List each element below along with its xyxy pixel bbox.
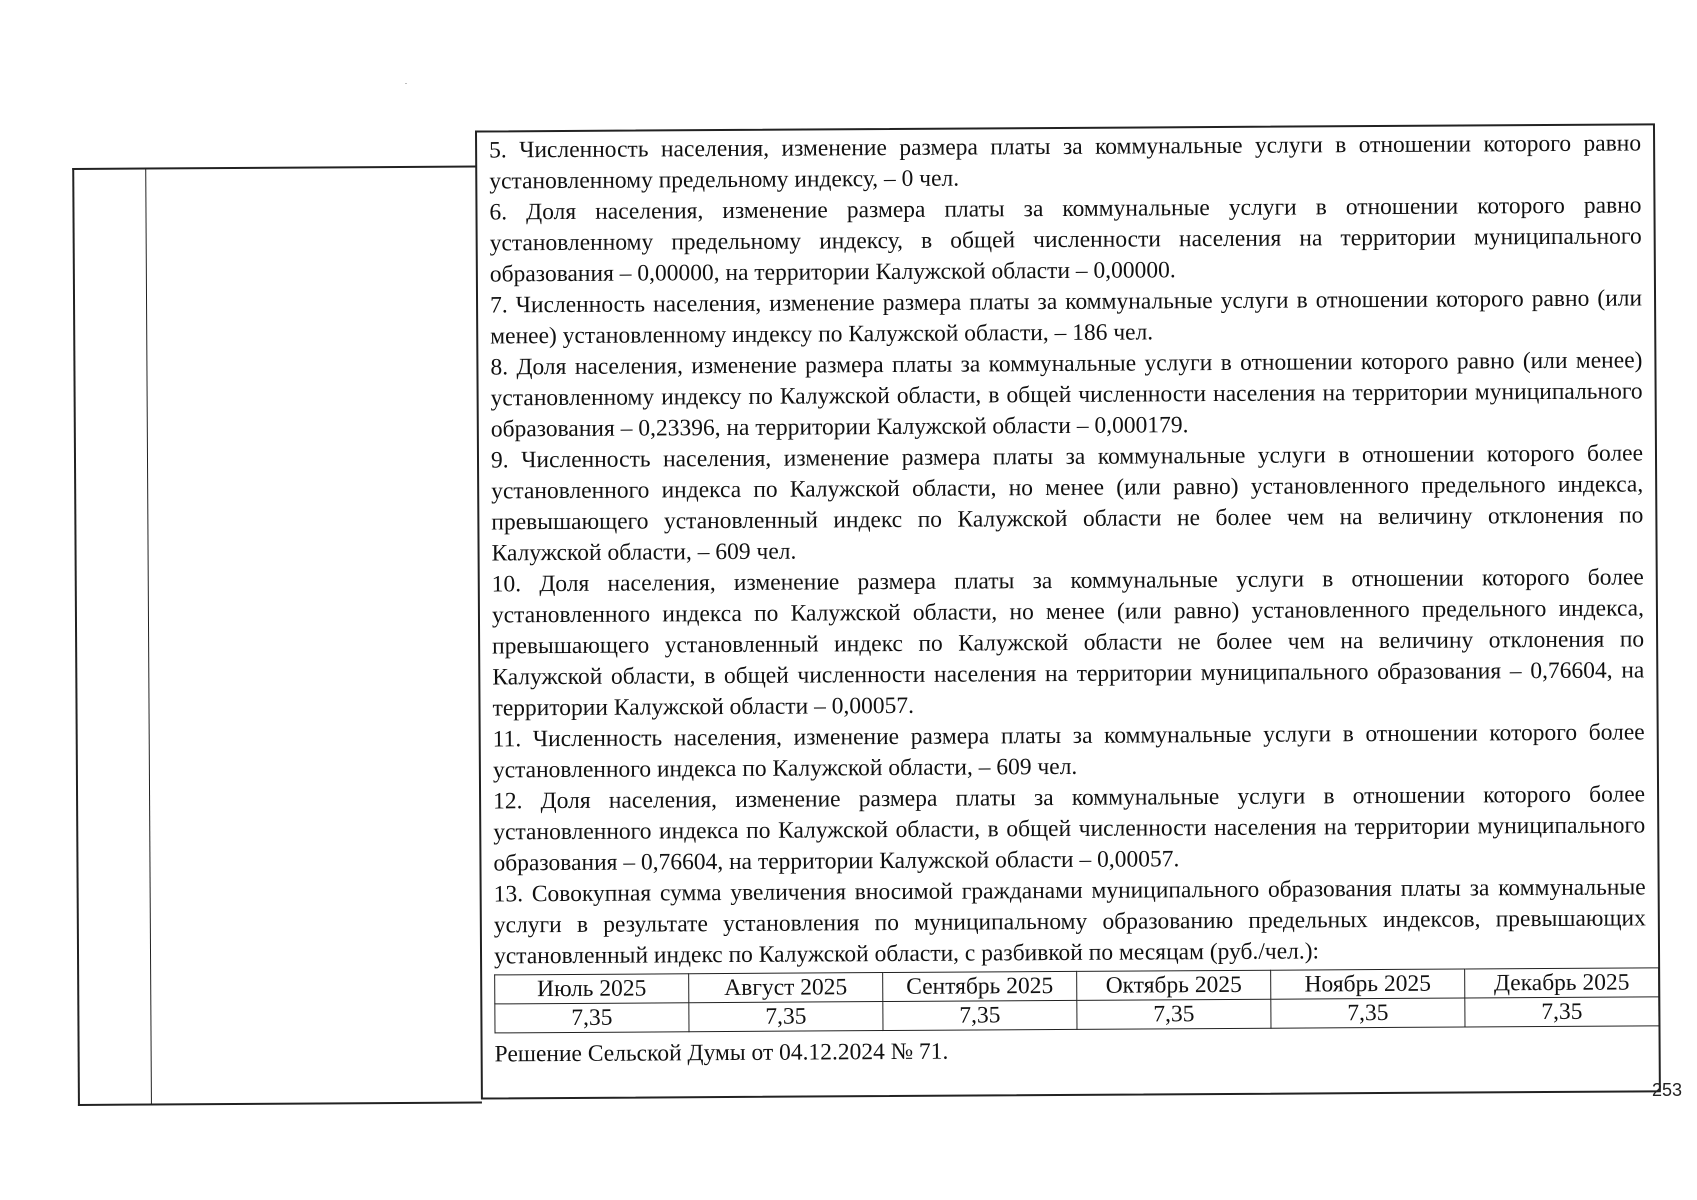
month-value: 7,35 <box>883 1000 1077 1030</box>
scan-artifact <box>405 83 407 84</box>
month-header: Октябрь 2025 <box>1077 970 1271 1000</box>
paragraph-12: 12. Доля населения, изменение размера платы за коммунальные услуги в отношении которого более установленного индекса по Калужской области, в общей численности населения на территории муниципального образования – 0,76604, на территории Калужской области – 0,00057. <box>493 781 1646 877</box>
monthly-amount-table <box>494 967 1659 1033</box>
month-header: Август 2025 <box>689 973 883 1003</box>
paragraph-6: 6. Доля населения, изменение размера платы за коммунальные услуги в отношении которого равно установленному предельному индексу, в общей численности населения на территории муниципального образования – 0,00000, на территории Калужской области – 0,00000. <box>489 192 1642 288</box>
month-value: 7,35 <box>1465 997 1659 1027</box>
paragraph-9: 9. Численность населения, изменение размера платы за коммунальные услуги в отношении которого более установленного индекса по Калужской области, но менее (или равно) установленного предельного индекса, превышающего установленный индекс по Калужской области не более чем на величину отклонения по Калужской области, – 609 чел. <box>490 440 1644 567</box>
table-column-name <box>145 166 482 1106</box>
document-table <box>72 123 1683 1108</box>
month-header: Ноябрь 2025 <box>1271 969 1465 999</box>
month-value: 7,35 <box>1271 998 1465 1028</box>
month-header: Июль 2025 <box>495 974 689 1004</box>
month-value: 7,35 <box>495 1003 689 1033</box>
table-column-content <box>475 123 1661 1099</box>
month-value: 7,35 <box>689 1002 883 1032</box>
paragraph-8: 8. Доля населения, изменение размера платы за коммунальные услуги в отношении которого равно (или менее) установленному индексу по Калужской области, в общей численности населения на территории муниципального образования – 0,23396, на территории Калужской области – 0,000179. <box>490 347 1643 443</box>
month-header: Декабрь 2025 <box>1465 968 1659 998</box>
paragraph-7: 7. Численность населения, изменение размера платы за коммунальные услуги в отношении которого равно (или менее) установленному индексу по Калужской области, – 186 чел. <box>489 285 1643 350</box>
paragraph-5: 5. Численность населения, изменение размера платы за коммунальные услуги в отношении которого равно установленному предельному индексу, – 0 чел. <box>489 130 1642 195</box>
table-column-number <box>72 168 153 1106</box>
decision-reference: Решение Сельской Думы от 04.12.2024 № 71. <box>494 1038 949 1068</box>
paragraph-10: 10. Доля населения, изменение размера платы за коммунальные услуги в отношении которого более установленного индекса по Калужской области, но менее (или равно) установленного предельного индекса, превышающего установленный индекс по Калужской области не более чем на величину отклонения по Калужской области, в общей численности населения на территории муниципального образования – 0,76604, на территории Калужской области – 0,00057. <box>491 564 1645 722</box>
paragraph-13: 13. Совокупная сумма увеличения вносимой гражданами муниципального образования платы за коммунальные услуги в результате установления по муниципальному образованию предельных индексов, превышающих установленный индекс по Калужской области, с разбивкой по месяцам (руб./чел.): <box>493 874 1646 970</box>
month-header: Сентябрь 2025 <box>883 971 1077 1001</box>
table-row <box>495 997 1659 1033</box>
month-value: 7,35 <box>1077 999 1271 1029</box>
page-number: 253 <box>1652 1080 1683 1100</box>
paragraph-11: 11. Численность населения, изменение размера платы за коммунальные услуги в отношении которого более установленного индекса по Калужской области, – 609 чел. <box>492 719 1645 784</box>
